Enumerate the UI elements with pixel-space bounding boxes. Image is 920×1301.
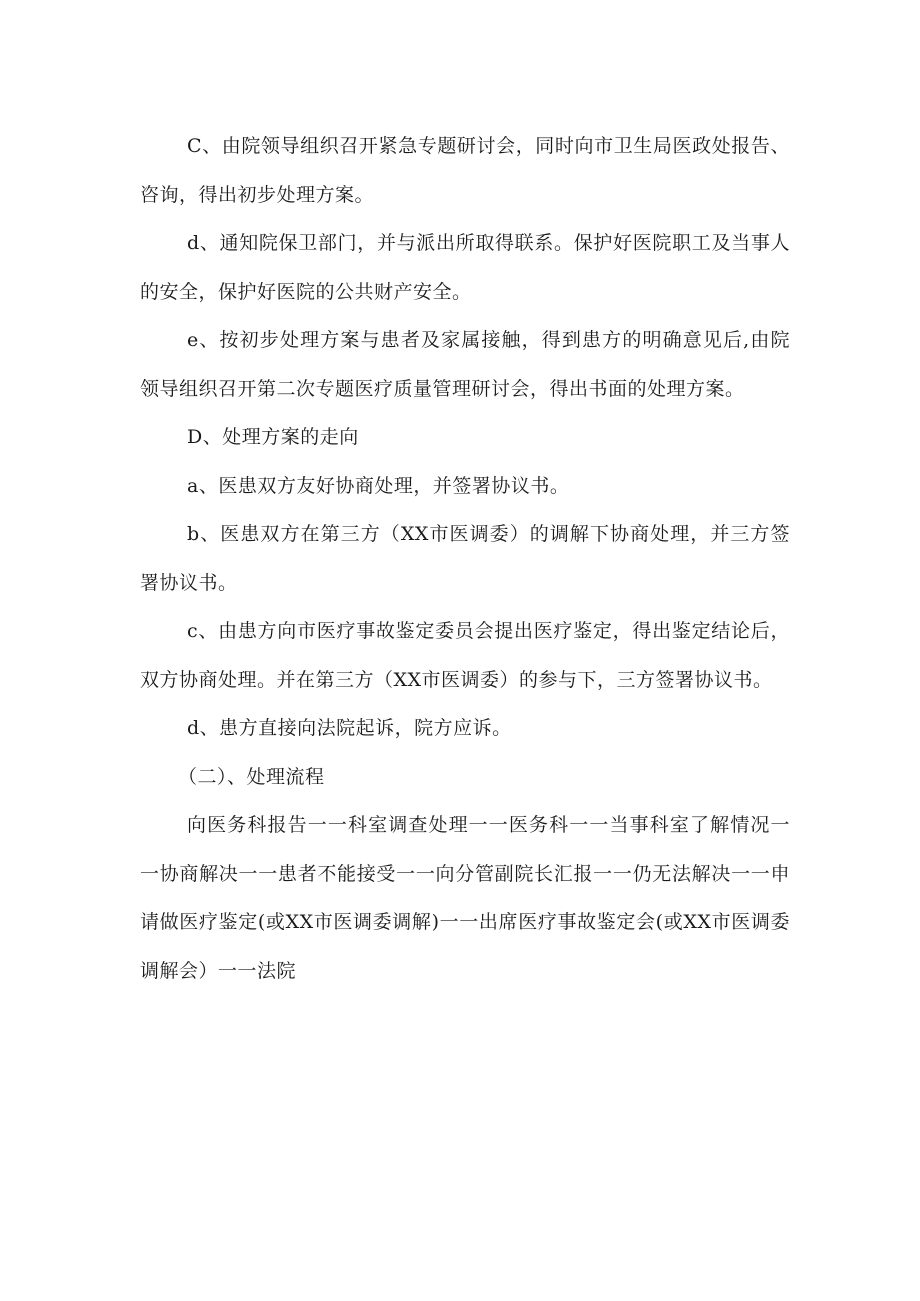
paragraph-c-medical-appraisal: c、由患方向市医疗事故鉴定委员会提出医疗鉴定，得出鉴定结论后，双方协商处理。并在第三方（XX市医调委）的参与下，三方签署协议书。 <box>140 620 790 691</box>
paragraph-c-emergency-meeting: C、由院领导组织召开紧急专题研讨会，同时向市卫生局医政处报告、咨询，得出初步处理方案。 <box>140 135 790 206</box>
paragraph-e-contact-family: e、按初步处理方案与患者及家属接触，得到患方的明确意见后,由院领导组织召开第二次专题医疗质量管理研讨会，得出书面的处理方案。 <box>140 329 790 400</box>
section-heading-d-plan-direction: D、处理方案的走向 <box>187 426 359 448</box>
paragraph-process-flow: 向医务科报告一一科室调查处理一一医务科一一当事科室了解情况一一协商解决一一患者不能接受一一向分管副院长汇报一一仍无法解决一一申请做医疗鉴定(或XX市医调委调解)一一出席医疗事故鉴定会(或XX市医调委调解会）一一法院 <box>140 814 790 982</box>
paragraph-d-lawsuit: d、患方直接向法院起诉，院方应诉。 <box>187 717 512 739</box>
paragraph-d-notify-security: d、通知院保卫部门，并与派出所取得联系。保护好医院职工及当事人的安全，保护好医院的公共财产安全。 <box>140 232 790 303</box>
document-page <box>140 122 790 995</box>
section-heading-process-flow: （二）、处理流程 <box>178 765 325 788</box>
paragraph-b-mediation: b、医患双方在第三方（XX市医调委）的调解下协商处理，并三方签署协议书。 <box>140 523 790 594</box>
paragraph-a-negotiation: a、医患双方友好协商处理，并签署协议书。 <box>187 474 570 497</box>
